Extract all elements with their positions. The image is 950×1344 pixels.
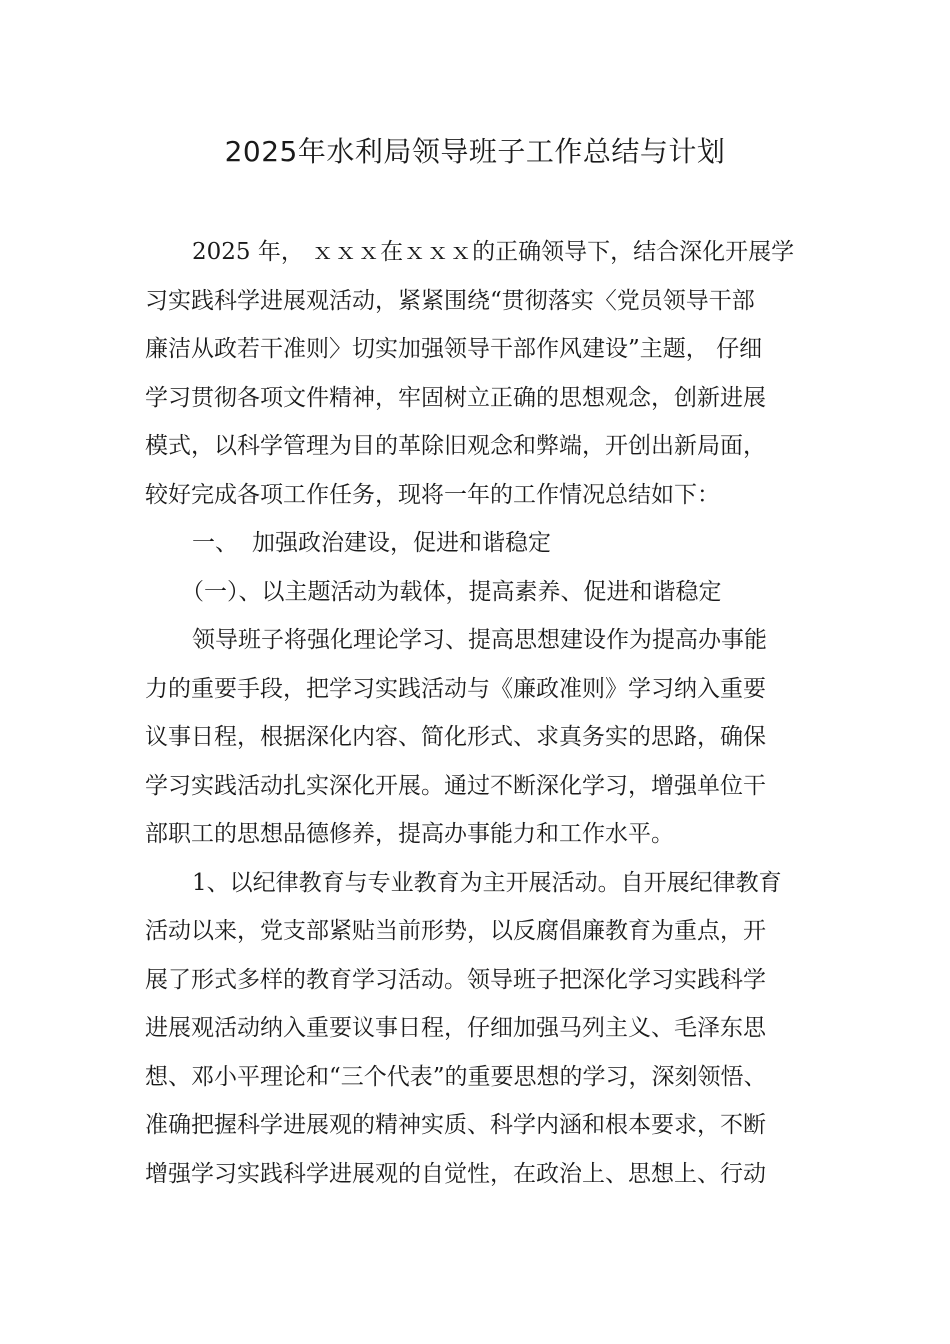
paragraph-line: 准确把握科学进展观的精神实质、科学内涵和根本要求，不断	[145, 1112, 766, 1138]
section-heading-text: 加强政治建设，促进和谐稳定	[252, 530, 551, 556]
paragraph-line: 展了形式多样的教育学习活动。领导班子把深化学习实践科学	[145, 966, 766, 993]
document-body	[145, 228, 825, 1198]
paragraph-line: 进展观活动纳入重要议事日程，仔细加强马列主义、毛泽东思	[145, 1015, 766, 1041]
document-title: 2025年水利局领导班子工作总结与计划	[224, 135, 726, 168]
paragraph-line: 习实践科学进展观活动，紧紧围绕“贯彻落实〈党员领导干部	[145, 287, 755, 314]
paragraph-line: 较好完成各项工作任务，现将一年的工作情况总结如下：	[145, 481, 720, 508]
paragraph-line: 廉洁从政若干准则〉切实加强领导干部作风建设”主题， 仔细	[145, 336, 763, 362]
paragraph-line: 2025 年， ｘｘｘ在ｘｘｘ的正确领导下，结合深化开展学	[192, 239, 795, 265]
paragraph-line: 领导班子将强化理论学习、提高思想建设作为提高办事能	[192, 627, 767, 653]
paragraph-line: 学习贯彻各项文件精神，牢固树立正确的思想观念，创新进展	[145, 384, 766, 411]
paragraph-line: 议事日程，根据深化内容、简化形式、求真务实的思路，确保	[145, 724, 766, 750]
paragraph-line: 模式，以科学管理为目的革除旧观念和弊端，开创出新局面，	[145, 433, 766, 459]
paragraph-line: 增强学习实践科学进展观的自觉性，在政治上、思想上、行动	[145, 1160, 766, 1187]
section-number: 一、	[192, 530, 238, 556]
paragraph-line: 想、邓小平理论和“三个代表”的重要思想的学习，深刻领悟、	[145, 1063, 767, 1090]
section-heading	[145, 519, 825, 568]
paragraph-line: 活动以来，党支部紧贴当前形势，以反腐倡廉教育为重点，开	[145, 918, 766, 944]
paragraph-line: 部职工的思想品德修养，提高办事能力和工作水平。	[145, 821, 674, 847]
paragraph-line: 1、以纪律教育与专业教育为主开展活动。自开展纪律教育	[192, 869, 782, 896]
paragraph-line: 力的重要手段，把学习实践活动与《廉政准则》学习纳入重要	[145, 675, 766, 702]
subsection-heading: （一）、以主题活动为载体，提高素养、促进和谐稳定	[181, 578, 722, 605]
paragraph-line: 学习实践活动扎实深化开展。通过不断深化学习，增强单位干	[145, 772, 766, 799]
